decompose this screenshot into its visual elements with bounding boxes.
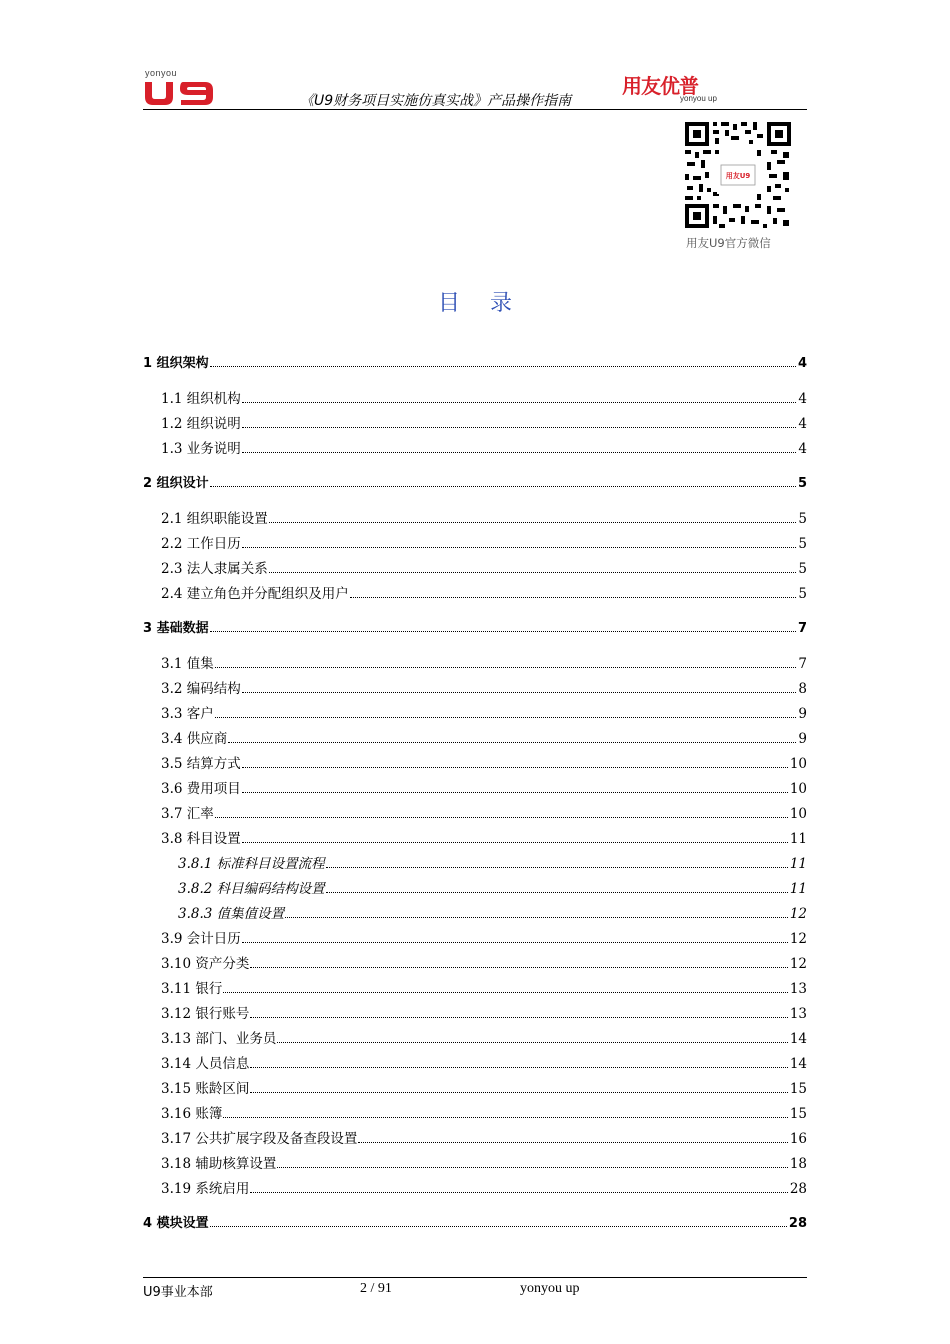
brand-name: 用友优普 — [622, 74, 698, 98]
toc-dot-leader — [277, 1166, 787, 1168]
toc-entry-page: 5 — [798, 511, 807, 527]
toc-entry-page: 5 — [798, 586, 807, 602]
toc-entry-label: 3.5 结算方式 — [161, 756, 241, 772]
toc-entry-label: 3.15 账龄区间 — [161, 1081, 250, 1097]
toc-entry[interactable] — [161, 652, 807, 672]
toc-entry[interactable] — [161, 387, 807, 407]
toc-entry-label: 3.6 费用项目 — [161, 781, 241, 797]
toc-entry-label: 3.7 汇率 — [161, 806, 214, 822]
toc-entry[interactable] — [161, 827, 807, 847]
footer-brand: yonyou up — [520, 1281, 580, 1296]
toc-dot-leader — [215, 716, 797, 718]
toc-entry-label: 3.10 资产分类 — [161, 956, 250, 972]
qr-center-label: 用友U9 — [725, 172, 751, 180]
toc-dot-leader — [210, 1225, 787, 1227]
toc-entry-page: 8 — [798, 681, 807, 697]
logo-small-text: yonyou — [145, 68, 178, 78]
toc-entry-page: 4 — [798, 391, 807, 407]
toc-entry[interactable] — [161, 412, 807, 432]
toc-entry-label: 2.3 法人隶属关系 — [161, 561, 268, 577]
toc-entry-label: 2.4 建立角色并分配组织及用户 — [161, 586, 349, 602]
toc-entry-label: 2.2 工作日历 — [161, 536, 241, 552]
toc-entry[interactable] — [161, 727, 807, 747]
toc-entry-page: 9 — [798, 706, 807, 722]
toc-entry-page: 28 — [789, 1181, 807, 1197]
toc-entry-label: 1.3 业务说明 — [161, 441, 241, 457]
toc-dot-leader — [215, 816, 788, 818]
toc-entry[interactable] — [161, 1077, 807, 1097]
toc-dot-leader — [250, 1091, 787, 1093]
toc-dot-leader — [242, 791, 788, 793]
toc-entry[interactable] — [161, 777, 807, 797]
toc-dot-leader — [250, 966, 787, 968]
footer-page-number: 2 / 91 — [360, 1281, 392, 1296]
toc-dot-leader — [223, 991, 787, 993]
toc-entry-label: 3.1 值集 — [161, 656, 214, 672]
toc-dot-leader — [350, 596, 797, 598]
toc-entry[interactable] — [161, 1027, 807, 1047]
toc-entry-label: 3.9 会计日历 — [161, 931, 241, 947]
toc-entry-page: 12 — [789, 906, 807, 922]
toc-entry[interactable] — [161, 1052, 807, 1072]
toc-entry[interactable] — [178, 852, 807, 872]
toc-entry-page: 16 — [789, 1131, 807, 1147]
toc-entry-label: 3.12 银行账号 — [161, 1006, 250, 1022]
toc-dot-leader — [210, 365, 796, 367]
toc-entry-label: 1.2 组织说明 — [161, 416, 241, 432]
toc-entry[interactable] — [161, 1002, 807, 1022]
toc-entry-page: 15 — [789, 1081, 807, 1097]
toc-entry-page: 13 — [789, 1006, 807, 1022]
qr-caption: 用友U9官方微信 — [686, 236, 771, 250]
toc-entry[interactable] — [143, 472, 807, 491]
toc-entry[interactable] — [161, 752, 807, 772]
footer-divider — [143, 1277, 807, 1278]
toc-entry-page: 12 — [789, 956, 807, 972]
toc-dot-leader — [242, 546, 797, 548]
toc-entry[interactable] — [161, 1177, 807, 1197]
toc-entry-page: 5 — [797, 476, 807, 491]
toc-dot-leader — [242, 841, 788, 843]
toc-entry[interactable] — [161, 952, 807, 972]
toc-dot-leader — [242, 766, 788, 768]
qr-code-icon — [683, 120, 793, 230]
toc-entry-label: 3.3 客户 — [161, 706, 214, 722]
toc-dot-leader — [250, 1191, 787, 1193]
toc-dot-leader — [285, 916, 788, 918]
toc-dot-leader — [215, 666, 797, 668]
toc-entry-page: 18 — [789, 1156, 807, 1172]
brand-sub: yonyou up — [680, 94, 717, 103]
toc-dot-leader — [250, 1066, 787, 1068]
toc-entry-page: 5 — [798, 536, 807, 552]
toc-entry-page: 11 — [789, 881, 807, 897]
toc-dot-leader — [210, 485, 796, 487]
toc-entry-page: 10 — [789, 756, 807, 772]
toc-entry[interactable] — [161, 977, 807, 997]
toc-entry-page: 14 — [789, 1056, 807, 1072]
toc-entry-label: 3.8.1 标准科目设置流程 — [178, 856, 325, 872]
toc-entry-label: 1 组织架构 — [143, 356, 209, 371]
toc-entry[interactable] — [161, 437, 807, 457]
toc-entry-page: 7 — [798, 656, 807, 672]
toc-entry-page: 4 — [798, 441, 807, 457]
toc-dot-leader — [326, 866, 788, 868]
toc-dot-leader — [242, 941, 788, 943]
toc-entry-label: 2.1 组织职能设置 — [161, 511, 268, 527]
toc-entry-page: 11 — [789, 831, 807, 847]
toc-entry[interactable] — [161, 677, 807, 697]
toc-dot-leader — [228, 741, 796, 743]
toc-dot-leader — [242, 401, 797, 403]
toc-entry[interactable] — [161, 532, 807, 552]
toc-entry[interactable] — [161, 557, 807, 577]
toc-entry-label: 4 模块设置 — [143, 1216, 209, 1231]
footer-department: U9事业本部 — [143, 1285, 213, 1300]
toc-entry-label: 3.17 公共扩展字段及备查段设置 — [161, 1131, 358, 1147]
toc-entry[interactable] — [178, 902, 807, 922]
yonyou-up-logo — [622, 70, 732, 108]
toc-dot-leader — [277, 1041, 787, 1043]
header-divider — [143, 109, 807, 110]
toc-entry-page: 9 — [798, 731, 807, 747]
toc-entry-label: 3.8 科目设置 — [161, 831, 241, 847]
toc-title: 目录 — [437, 291, 542, 316]
toc-entry-page: 14 — [789, 1031, 807, 1047]
toc-entry-label: 3.8.2 科目编码结构设置 — [178, 881, 325, 897]
toc-dot-leader — [210, 630, 796, 632]
toc-entry[interactable] — [143, 617, 807, 636]
toc-entry[interactable] — [161, 1152, 807, 1172]
toc-entry-page: 10 — [789, 781, 807, 797]
toc-entry-page: 12 — [789, 931, 807, 947]
u9-logo-mark — [143, 80, 215, 106]
toc-dot-leader — [250, 1016, 787, 1018]
toc-entry[interactable] — [161, 1102, 807, 1122]
toc-entry-page: 11 — [789, 856, 807, 872]
toc-dot-leader — [242, 426, 797, 428]
toc-entry[interactable] — [161, 1127, 807, 1147]
toc-entry[interactable] — [178, 877, 807, 897]
toc-entry-label: 3.8.3 值集值设置 — [178, 906, 285, 922]
toc-entry-label: 3 基础数据 — [143, 621, 209, 636]
toc-entry-label: 3.13 部门、业务员 — [161, 1031, 277, 1047]
toc-entry-page: 10 — [789, 806, 807, 822]
toc-entry-page: 13 — [789, 981, 807, 997]
toc-entry-label: 3.4 供应商 — [161, 731, 228, 747]
toc-entry-label: 3.16 账簿 — [161, 1106, 223, 1122]
toc-dot-leader — [242, 451, 797, 453]
toc-entry[interactable] — [161, 702, 807, 722]
toc-entry[interactable] — [161, 927, 807, 947]
toc-entry-page: 7 — [797, 621, 807, 636]
toc-entry-page: 15 — [789, 1106, 807, 1122]
toc-dot-leader — [223, 1116, 787, 1118]
toc-entry[interactable] — [161, 802, 807, 822]
toc-entry-page: 5 — [798, 561, 807, 577]
toc-dot-leader — [326, 891, 788, 893]
u9-logo — [143, 68, 215, 108]
toc-entry[interactable] — [143, 1212, 807, 1231]
toc-entry-label: 2 组织设计 — [143, 476, 209, 491]
toc-entry-label: 3.11 银行 — [161, 981, 223, 997]
toc-dot-leader — [358, 1141, 787, 1143]
toc-dot-leader — [269, 571, 797, 573]
toc-dot-leader — [269, 521, 797, 523]
toc-entry-label: 3.18 辅助核算设置 — [161, 1156, 277, 1172]
toc-entry-label: 3.2 编码结构 — [161, 681, 241, 697]
toc-entry-page: 4 — [798, 416, 807, 432]
toc-entry-label: 1.1 组织机构 — [161, 391, 241, 407]
toc-entry[interactable] — [161, 582, 807, 602]
toc-entry-page: 28 — [788, 1216, 807, 1231]
toc-entry-label: 3.14 人员信息 — [161, 1056, 250, 1072]
toc-entry[interactable] — [161, 507, 807, 527]
toc-entry[interactable] — [143, 352, 807, 371]
toc-dot-leader — [242, 691, 797, 693]
toc-entry-page: 4 — [797, 356, 807, 371]
toc-entry-label: 3.19 系统启用 — [161, 1181, 250, 1197]
document-header-title: 《U9财务项目实施仿真实战》产品操作指南 — [300, 93, 572, 109]
